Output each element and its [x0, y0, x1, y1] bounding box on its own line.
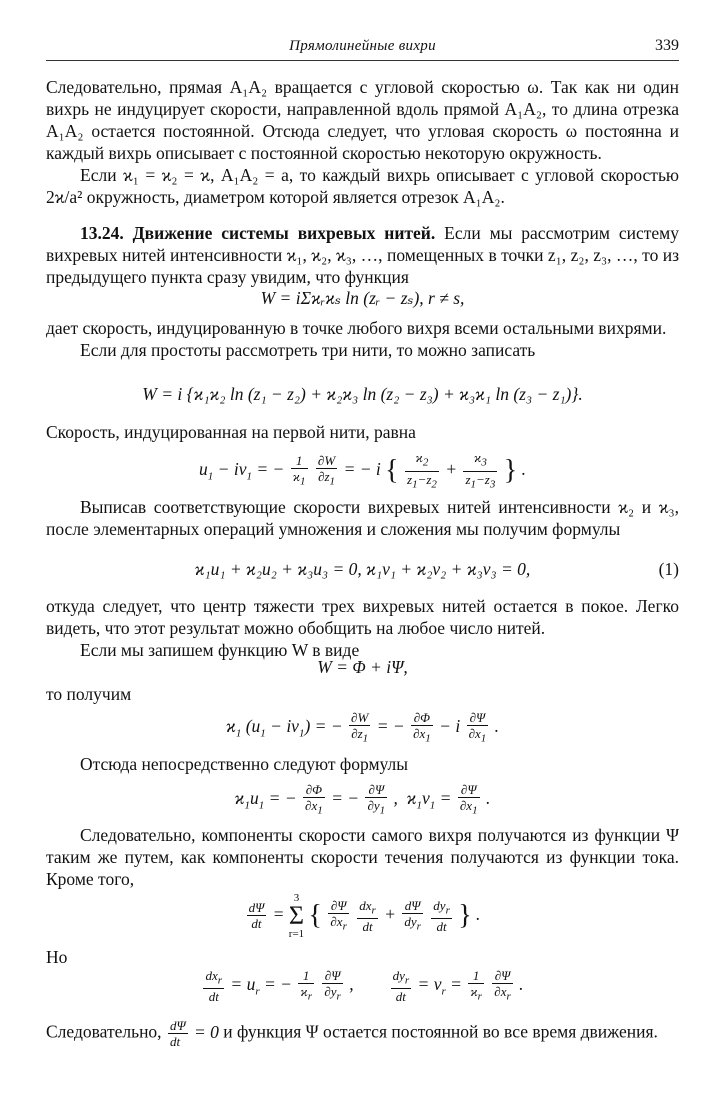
- paragraph-function-w: Если мы запишем функцию W в виде: [80, 640, 360, 660]
- sum-symbol: 3 Σ r=1: [288, 891, 305, 940]
- page-number: 339: [655, 37, 679, 54]
- paragraph-text: Скорость, индуцированная на первой нити, равна: [46, 422, 416, 442]
- paragraph-text: Выписав соответствующие скорости вихревых нитей интенсивности ϰ₂ и ϰ₃, после элементарных операций умножения и сложения мы получим формулы: [46, 497, 679, 539]
- section-13-24: [46, 222, 679, 288]
- fraction: $\frac{\partial\Psi}{\partial x_r}$: [494, 967, 511, 1003]
- section-title: Движение системы вихревых нитей.: [132, 223, 436, 243]
- paragraph-center-of-gravity: [46, 595, 679, 661]
- paragraph-text: дает скорость, индуцированную в точке любого вихря всеми остальными вихрями.: [46, 318, 667, 338]
- equation-w-decomposition: W = Φ + iΨ,: [317, 657, 408, 677]
- fraction: $\frac{dy_r}{dt}$: [392, 967, 410, 1005]
- fraction: $\frac{1}{ϰ_1}$: [292, 452, 306, 488]
- fraction: $\frac{ϰ_3}{z_1-z_3}$: [465, 450, 496, 491]
- paragraph-angular-velocity: [46, 76, 679, 208]
- paragraph-but: [46, 946, 679, 968]
- fraction: $\frac{\partial W}{\partial z_1}$: [317, 452, 336, 488]
- paragraph-conclusion: [46, 1018, 679, 1049]
- equation-velocity-derivatives: $ϰ_1$ $(u_1 - iv_1)$ = − $\frac{\partial W}{\partial z_1}$ = − $\frac{\partial\Phi}{\partial x_1}$ − i $\frac{\partial\Psi}{\partial x_1}$ .: [225, 709, 500, 745]
- fraction: $\frac{\partial\Phi}{\partial x_1}$: [413, 709, 431, 745]
- equation-three-filaments: W = i {ϰ₁ϰ₂ ln (z₁ − z₂) + ϰ₂ϰ₃ ln (z₂ − z₃) + ϰ₃ϰ₁ ln (z₃ − z₁)}.: [142, 384, 583, 404]
- paragraph-stream-function: [46, 824, 679, 890]
- fraction: $\frac{1}{ϰ_r}$: [470, 967, 482, 1003]
- paragraph-then-get: [46, 683, 679, 705]
- paragraph-text: Следовательно, прямая A₁A₂ вращается с угловой скоростью ω. Так как ни один вихрь не индуцирует скорости, направленной вдоль прямой A₁A₂, то длина отрезка A₁A₂ остается постоянной. Отсюда следует, что угловая скорость ω постоянна и каждый вихрь описывает с постоянной скоростью некоторую окружность.: [46, 77, 679, 163]
- paragraph-text: Но: [46, 947, 68, 967]
- fraction: $\frac{\partial\Psi}{\partial y_r}$: [324, 967, 341, 1003]
- fraction: $\frac{dy_r}{dt}$: [433, 897, 450, 935]
- paragraph-text: Отсюда непосредственно следуют формулы: [80, 754, 409, 774]
- paragraph-equal-vortices: Если ϰ₁ = ϰ₂ = ϰ, A₁A₂ = a, то каждый вихрь описывает с угловой скоростью 2ϰ/a² окружность, диаметром которой является отрезок A₁A₂.: [46, 165, 679, 207]
- paragraph-hence-formulas: [46, 753, 679, 775]
- section-intro-text: Если мы рассмотрим систему вихревых нитей интенсивности ϰ₁, ϰ₂, ϰ₃, …, помещенных в точки z₁, z₂, z₃, …, то из предыдущего пункта сразу увидим, что функция: [46, 223, 680, 287]
- paragraph-text: то получим: [46, 684, 132, 704]
- fraction: $\frac{ϰ_2}{z_1-z_2}$: [407, 450, 437, 491]
- fraction: $\frac{1}{ϰ_r}$: [300, 967, 312, 1003]
- paragraph-text: Следовательно, компоненты скорости самого вихря получаются из функции Ψ таким же путем, как компоненты скорости течения получаются из функции тока. Кроме того,: [46, 825, 679, 889]
- equation-1: [46, 558, 679, 580]
- paragraph-text: откуда следует, что центр тяжести трех вихревых нитей остается в покое. Легко видеть, что этот результат можно обобщить на любое число нитей.: [46, 596, 679, 638]
- fraction: $\frac{\partial\Psi}{\partial x_1}$: [468, 709, 487, 745]
- paragraph-text: [46, 1018, 679, 1049]
- fraction: $\frac{\partial\Psi}{\partial x_1}$: [459, 781, 478, 817]
- conclusion-start: Следовательно,: [46, 1021, 162, 1042]
- page-header: [46, 36, 679, 61]
- equation-first-velocity: $u_1 - iv_1$ = − $\frac{1}{ϰ_1}$ $\frac{\partial W}{\partial z_1}$ = − i { $\frac{ϰ_2}{z_1-z_2}$ + $\frac{ϰ_3}{z_1-z_3}$ } .: [199, 450, 526, 491]
- fraction: $\frac{d\Psi}{dy_r}$: [404, 897, 421, 933]
- equation-complex-potential-sum: W = iΣϰᵣϰₛ ln (zᵣ − zₛ), r ≠ s,: [260, 288, 465, 308]
- fraction: $\frac{\partial\Phi}{\partial x_1}$: [305, 781, 323, 817]
- fraction: $\frac{dx_r}{dt}$: [359, 897, 376, 935]
- paragraph-three-filaments: Если для простоты рассмотреть три нити, то можно записать: [80, 340, 536, 360]
- equation-velocity-relations: $\frac{dx_r}{dt}$ = $u_r$ = − $\frac{1}{ϰ_r}$ $\frac{\partial\Psi}{\partial y_r}$ , $\frac{dy_r}{dt}$ = $v_r$ = $\frac{1}{ϰ_r}$ $\frac{\partial\Psi}{\partial x_r}$ .: [205, 967, 524, 1005]
- equation-velocity-components: $ϰ_1u_1$ = − $\frac{\partial\Phi}{\partial x_1}$ = − $\frac{\partial\Psi}{\partial y_1}$ , $ϰ_1v_1$ = $\frac{\partial\Psi}{\partial x_1}$ .: [234, 781, 491, 817]
- paragraph-induced-velocity: [46, 317, 679, 361]
- running-title: Прямолинейные вихри: [289, 38, 436, 54]
- section-number: 13.24.: [80, 223, 124, 243]
- fraction: $\frac{\partial\Psi}{\partial y_1}$: [367, 781, 386, 817]
- fraction: $\frac{d\Psi}{dt}$: [248, 900, 265, 932]
- equation-number: (1): [658, 559, 679, 579]
- conclusion-end: и функция Ψ остается постоянной во все время движения.: [223, 1021, 658, 1042]
- section-intro-paragraph: [46, 222, 679, 288]
- inline-equation-dpsi-dt-zero: $\frac{d\Psi}{dt}$ = 0: [169, 1018, 219, 1049]
- equation-dpsi-dt: $\frac{d\Psi}{dt}$ = 3 Σ r=1 { $\frac{\partial\Psi}{\partial x_r}$ $\frac{dx_r}{dt}$ + $\frac{d\Psi}{dy_r}$ $\frac{dy_r}{dt}$ } .: [248, 891, 481, 940]
- paragraph-write-velocities: [46, 496, 679, 540]
- fraction: $\frac{dx_r}{dt}$: [205, 967, 223, 1005]
- paragraph-first-filament: [46, 421, 679, 443]
- fraction: $\frac{\partial W}{\partial z_1}$: [351, 709, 369, 745]
- fraction: $\frac{\partial\Psi}{\partial x_r}$: [330, 897, 347, 933]
- equation-1-body: ϰ₁u₁ + ϰ₂u₂ + ϰ₃u₃ = 0, ϰ₁v₁ + ϰ₂v₂ + ϰ₃v₃ = 0,: [194, 559, 531, 579]
